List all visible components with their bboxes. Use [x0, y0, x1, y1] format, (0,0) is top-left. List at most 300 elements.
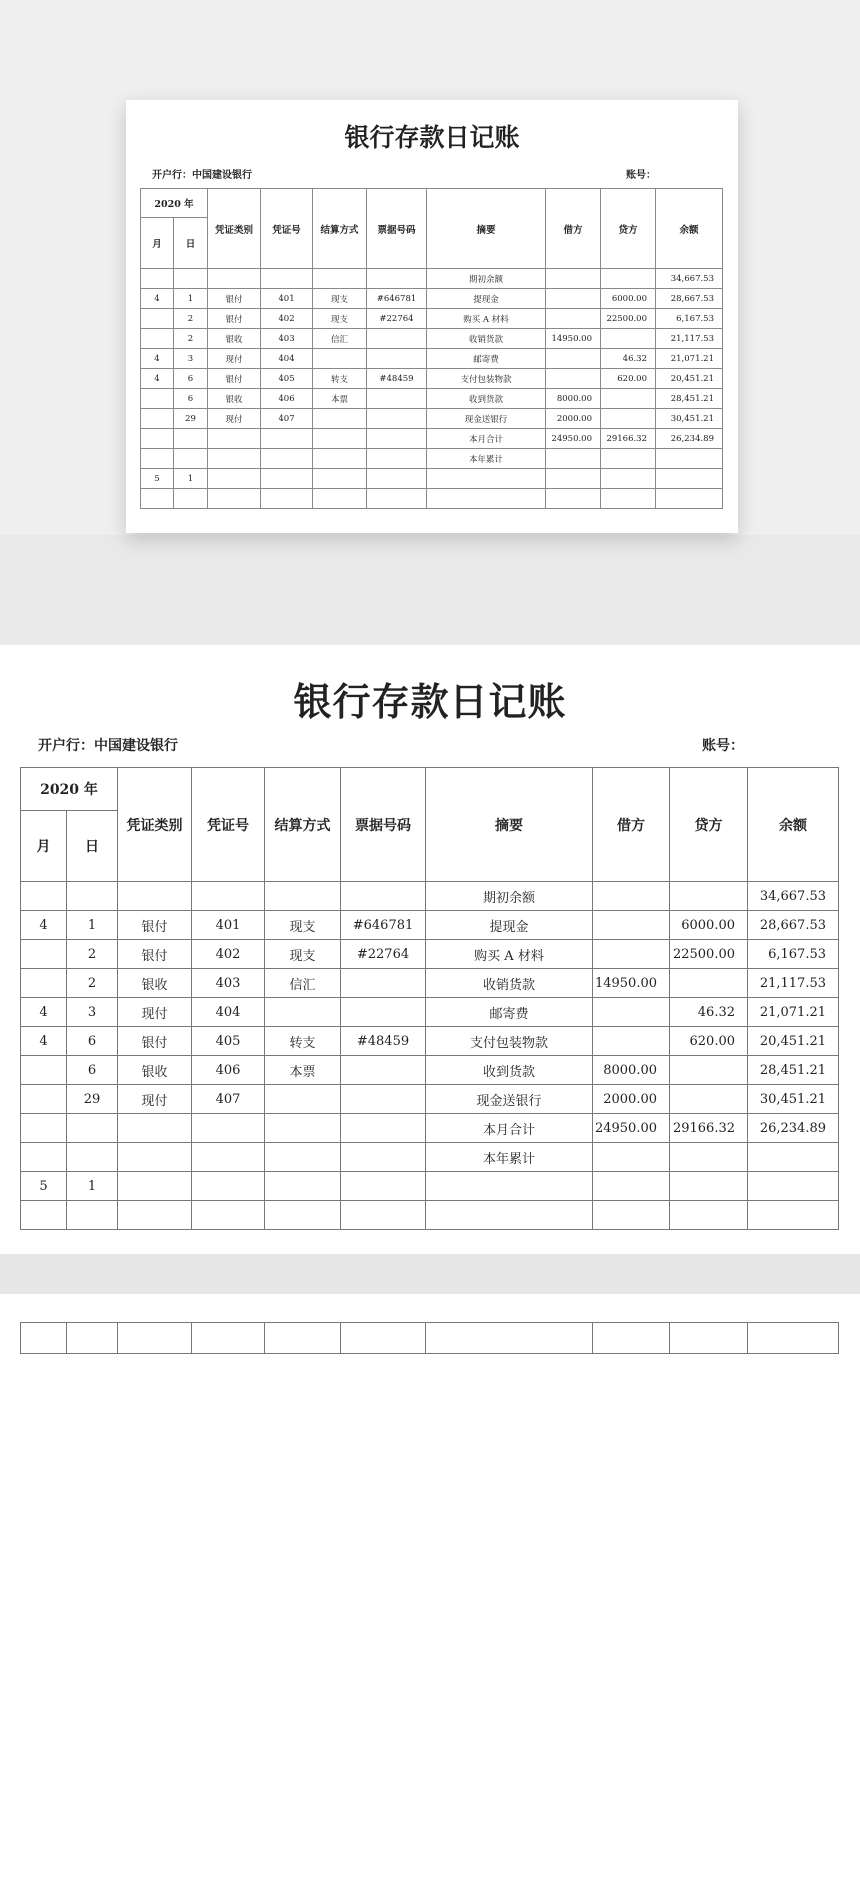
- header-settlement: 结算方式: [265, 768, 341, 882]
- credit-cell: [601, 489, 656, 509]
- voucher-no-cell: [192, 1143, 265, 1172]
- preview-sheet: [126, 100, 738, 533]
- day-cell: 1: [174, 469, 208, 489]
- debit-cell: [546, 449, 601, 469]
- balance-cell: 21,071.21: [748, 998, 839, 1027]
- voucher-type-cell: 现付: [208, 409, 261, 429]
- header-day: 日: [67, 811, 118, 882]
- table-cell: [118, 1323, 192, 1354]
- table-row: [141, 409, 723, 429]
- month-cell: [21, 1114, 67, 1143]
- bill-no-cell: #22764: [367, 309, 427, 329]
- voucher-no-cell: [261, 469, 313, 489]
- balance-cell: 34,667.53: [748, 882, 839, 911]
- summary-cell: 购买 A 材料: [427, 309, 546, 329]
- month-cell: [21, 969, 67, 998]
- credit-cell: [670, 1143, 748, 1172]
- debit-cell: 14950.00: [593, 969, 670, 998]
- day-cell: 2: [174, 329, 208, 349]
- account-label: 账号：: [702, 738, 744, 754]
- month-cell: [141, 449, 174, 469]
- debit-cell: [546, 349, 601, 369]
- preview-header-debit: 借方: [546, 189, 601, 269]
- summary-cell: 邮寄费: [427, 349, 546, 369]
- preview-header-day: 日: [174, 218, 208, 269]
- day-cell: 3: [67, 998, 118, 1027]
- bill-no-cell: [341, 1056, 426, 1085]
- voucher-no-cell: [261, 449, 313, 469]
- table-cell: [748, 1323, 839, 1354]
- month-cell: 5: [21, 1172, 67, 1201]
- voucher-no-cell: 407: [261, 409, 313, 429]
- bill-no-cell: [367, 349, 427, 369]
- summary-cell: 本月合计: [427, 429, 546, 449]
- preview-background-lower: [0, 535, 860, 645]
- voucher-no-cell: 401: [261, 289, 313, 309]
- table-row: [21, 882, 839, 911]
- credit-cell: [670, 882, 748, 911]
- credit-cell: 46.32: [601, 349, 656, 369]
- credit-cell: 22500.00: [601, 309, 656, 329]
- credit-cell: 29166.32: [601, 429, 656, 449]
- balance-cell: 30,451.21: [656, 409, 723, 429]
- table-row: [21, 969, 839, 998]
- summary-cell: 购买 A 材料: [426, 940, 593, 969]
- credit-cell: 22500.00: [670, 940, 748, 969]
- table-row: [21, 1114, 839, 1143]
- table-row: [21, 1172, 839, 1201]
- voucher-type-cell: 银付: [208, 369, 261, 389]
- settlement-cell: 信汇: [265, 969, 341, 998]
- credit-cell: [601, 269, 656, 289]
- balance-cell: 28,451.21: [748, 1056, 839, 1085]
- settlement-cell: 现支: [265, 911, 341, 940]
- settlement-cell: [265, 1201, 341, 1230]
- bill-no-cell: [341, 1085, 426, 1114]
- preview-header-bill-no: 票据号码: [367, 189, 427, 269]
- balance-cell: [748, 1143, 839, 1172]
- preview-title: 银行存款日记账: [344, 123, 520, 152]
- credit-cell: 6000.00: [601, 289, 656, 309]
- table-cell: [265, 1323, 341, 1354]
- bill-no-cell: [341, 998, 426, 1027]
- month-cell: [21, 940, 67, 969]
- day-cell: 6: [174, 389, 208, 409]
- credit-cell: [601, 409, 656, 429]
- voucher-type-cell: 银付: [208, 309, 261, 329]
- voucher-no-cell: [192, 1201, 265, 1230]
- summary-cell: 邮寄费: [426, 998, 593, 1027]
- preview-header-balance: 余额: [656, 189, 723, 269]
- summary-cell: [426, 1201, 593, 1230]
- month-cell: [141, 269, 174, 289]
- voucher-no-cell: 407: [192, 1085, 265, 1114]
- day-cell: 29: [67, 1085, 118, 1114]
- summary-cell: 现金送银行: [426, 1085, 593, 1114]
- preview-account-label: 账号：: [626, 170, 656, 181]
- balance-cell: 28,667.53: [748, 911, 839, 940]
- settlement-cell: [313, 469, 367, 489]
- summary-cell: 收销货款: [426, 969, 593, 998]
- bill-no-cell: [367, 409, 427, 429]
- voucher-type-cell: [118, 1143, 192, 1172]
- header-voucher-type: 凭证类别: [118, 768, 192, 882]
- debit-cell: [593, 998, 670, 1027]
- voucher-type-cell: 银收: [118, 969, 192, 998]
- day-cell: 29: [174, 409, 208, 429]
- voucher-no-cell: 403: [261, 329, 313, 349]
- summary-cell: 收到货款: [427, 389, 546, 409]
- month-cell: [21, 1143, 67, 1172]
- voucher-type-cell: [208, 429, 261, 449]
- voucher-no-cell: 405: [192, 1027, 265, 1056]
- day-cell: 1: [67, 911, 118, 940]
- settlement-cell: [265, 1143, 341, 1172]
- month-cell: [141, 329, 174, 349]
- voucher-type-cell: 银收: [208, 389, 261, 409]
- main-document: [0, 645, 860, 1255]
- debit-cell: [593, 882, 670, 911]
- settlement-cell: [265, 1114, 341, 1143]
- bill-no-cell: #646781: [341, 911, 426, 940]
- header-voucher-no: 凭证号: [192, 768, 265, 882]
- bill-no-cell: [367, 469, 427, 489]
- month-cell: [21, 1201, 67, 1230]
- month-cell: 4: [141, 369, 174, 389]
- month-cell: [21, 1056, 67, 1085]
- debit-cell: [593, 1172, 670, 1201]
- summary-cell: 收销货款: [427, 329, 546, 349]
- month-cell: [21, 1085, 67, 1114]
- settlement-cell: [313, 409, 367, 429]
- balance-cell: [748, 1201, 839, 1230]
- header-credit: 贷方: [670, 768, 748, 882]
- voucher-type-cell: 银付: [118, 911, 192, 940]
- credit-cell: 29166.32: [670, 1114, 748, 1143]
- bill-no-cell: #22764: [341, 940, 426, 969]
- settlement-cell: 本票: [313, 389, 367, 409]
- voucher-no-cell: 406: [192, 1056, 265, 1085]
- balance-cell: [656, 489, 723, 509]
- table-row: [141, 369, 723, 389]
- day-cell: [174, 489, 208, 509]
- table-row: [21, 1143, 839, 1172]
- debit-cell: 8000.00: [546, 389, 601, 409]
- debit-cell: [546, 309, 601, 329]
- ledger-table: [20, 767, 839, 1230]
- voucher-no-cell: [261, 489, 313, 509]
- preview-table-body: [141, 269, 723, 509]
- day-cell: [174, 269, 208, 289]
- balance-cell: 20,451.21: [748, 1027, 839, 1056]
- continuation-table: [20, 1322, 839, 1354]
- bill-no-cell: #646781: [367, 289, 427, 309]
- voucher-type-cell: 银收: [208, 329, 261, 349]
- month-cell: [141, 429, 174, 449]
- settlement-cell: 转支: [313, 369, 367, 389]
- balance-cell: 21,071.21: [656, 349, 723, 369]
- voucher-no-cell: [192, 1114, 265, 1143]
- balance-cell: 30,451.21: [748, 1085, 839, 1114]
- voucher-no-cell: [192, 1172, 265, 1201]
- preview-header-voucher-type: 凭证类别: [208, 189, 261, 269]
- month-cell: 4: [21, 1027, 67, 1056]
- debit-cell: [593, 1143, 670, 1172]
- table-row: [141, 449, 723, 469]
- voucher-no-cell: 404: [192, 998, 265, 1027]
- month-cell: 4: [141, 289, 174, 309]
- month-cell: [141, 389, 174, 409]
- table-row: [21, 1056, 839, 1085]
- voucher-no-cell: 404: [261, 349, 313, 369]
- credit-cell: 620.00: [601, 369, 656, 389]
- voucher-type-cell: [118, 882, 192, 911]
- voucher-type-cell: 银收: [118, 1056, 192, 1085]
- header-year: 2020 年: [21, 768, 118, 811]
- ledger-table-body: [21, 882, 839, 1230]
- bill-no-cell: [367, 489, 427, 509]
- table-cell: [670, 1323, 748, 1354]
- table-cell: [192, 1323, 265, 1354]
- summary-cell: [427, 489, 546, 509]
- header-balance: 余额: [748, 768, 839, 882]
- day-cell: 2: [174, 309, 208, 329]
- debit-cell: 2000.00: [546, 409, 601, 429]
- bill-no-cell: [367, 269, 427, 289]
- settlement-cell: [265, 882, 341, 911]
- voucher-type-cell: [208, 469, 261, 489]
- settlement-cell: [313, 449, 367, 469]
- voucher-type-cell: [118, 1201, 192, 1230]
- credit-cell: [670, 1056, 748, 1085]
- day-cell: [67, 1143, 118, 1172]
- table-cell: [593, 1323, 670, 1354]
- settlement-cell: 现支: [265, 940, 341, 969]
- settlement-cell: [313, 489, 367, 509]
- voucher-type-cell: [118, 1172, 192, 1201]
- bill-no-cell: #48459: [341, 1027, 426, 1056]
- settlement-cell: [265, 1085, 341, 1114]
- day-cell: 6: [174, 369, 208, 389]
- table-row: [141, 489, 723, 509]
- summary-cell: 本年累计: [427, 449, 546, 469]
- settlement-cell: [313, 349, 367, 369]
- voucher-no-cell: 402: [192, 940, 265, 969]
- debit-cell: [593, 1201, 670, 1230]
- debit-cell: [546, 369, 601, 389]
- month-cell: [141, 409, 174, 429]
- credit-cell: 620.00: [670, 1027, 748, 1056]
- table-row: [21, 1201, 839, 1230]
- bill-no-cell: [367, 389, 427, 409]
- balance-cell: 21,117.53: [748, 969, 839, 998]
- month-cell: [141, 489, 174, 509]
- preview-header-year: 2020 年: [141, 189, 208, 218]
- bill-no-cell: #48459: [367, 369, 427, 389]
- preview-header-month: 月: [141, 218, 174, 269]
- voucher-no-cell: 406: [261, 389, 313, 409]
- summary-cell: 期初余额: [426, 882, 593, 911]
- continuation-row: [21, 1323, 839, 1354]
- debit-cell: [593, 911, 670, 940]
- day-cell: [67, 1201, 118, 1230]
- credit-cell: 46.32: [670, 998, 748, 1027]
- summary-cell: 提现金: [427, 289, 546, 309]
- voucher-type-cell: [118, 1114, 192, 1143]
- table-row: [21, 1085, 839, 1114]
- voucher-no-cell: 401: [192, 911, 265, 940]
- table-row: [141, 309, 723, 329]
- table-cell: [341, 1323, 426, 1354]
- balance-cell: 34,667.53: [656, 269, 723, 289]
- bill-no-cell: [341, 1114, 426, 1143]
- balance-cell: 6,167.53: [748, 940, 839, 969]
- bill-no-cell: [341, 1143, 426, 1172]
- debit-cell: 2000.00: [593, 1085, 670, 1114]
- summary-cell: [427, 469, 546, 489]
- summary-cell: 本年累计: [426, 1143, 593, 1172]
- bill-no-cell: [367, 429, 427, 449]
- header-summary: 摘要: [426, 768, 593, 882]
- balance-cell: [748, 1172, 839, 1201]
- header-bill-no: 票据号码: [341, 768, 426, 882]
- balance-cell: 28,451.21: [656, 389, 723, 409]
- summary-cell: 提现金: [426, 911, 593, 940]
- balance-cell: 6,167.53: [656, 309, 723, 329]
- day-cell: 1: [174, 289, 208, 309]
- month-cell: 5: [141, 469, 174, 489]
- day-cell: 2: [67, 969, 118, 998]
- credit-cell: [601, 469, 656, 489]
- debit-cell: [546, 489, 601, 509]
- voucher-type-cell: 现付: [118, 1085, 192, 1114]
- page-title: 银行存款日记账: [293, 679, 567, 724]
- preview-header-summary: 摘要: [427, 189, 546, 269]
- day-cell: 1: [67, 1172, 118, 1201]
- bill-no-cell: [367, 449, 427, 469]
- table-row: [21, 911, 839, 940]
- debit-cell: 24950.00: [546, 429, 601, 449]
- debit-cell: [593, 1027, 670, 1056]
- table-row: [141, 389, 723, 409]
- credit-cell: [601, 329, 656, 349]
- bill-no-cell: [341, 1201, 426, 1230]
- summary-cell: 期初余额: [427, 269, 546, 289]
- table-row: [141, 289, 723, 309]
- day-cell: [174, 429, 208, 449]
- bank-label: 开户行：中国建设银行: [38, 738, 178, 754]
- voucher-no-cell: 405: [261, 369, 313, 389]
- debit-cell: [546, 269, 601, 289]
- credit-cell: [601, 449, 656, 469]
- voucher-type-cell: [208, 449, 261, 469]
- month-cell: [21, 882, 67, 911]
- debit-cell: 8000.00: [593, 1056, 670, 1085]
- voucher-no-cell: [261, 269, 313, 289]
- section-divider: [0, 1254, 860, 1294]
- day-cell: [174, 449, 208, 469]
- voucher-type-cell: [208, 269, 261, 289]
- preview-background: [0, 0, 860, 535]
- preview-header-credit: 贷方: [601, 189, 656, 269]
- header-month: 月: [21, 811, 67, 882]
- settlement-cell: 信汇: [313, 329, 367, 349]
- debit-cell: [593, 940, 670, 969]
- voucher-no-cell: [192, 882, 265, 911]
- header-debit: 借方: [593, 768, 670, 882]
- credit-cell: 6000.00: [670, 911, 748, 940]
- credit-cell: [670, 1201, 748, 1230]
- settlement-cell: [313, 429, 367, 449]
- voucher-no-cell: [261, 429, 313, 449]
- settlement-cell: [313, 269, 367, 289]
- bill-no-cell: [341, 882, 426, 911]
- balance-cell: 26,234.89: [748, 1114, 839, 1143]
- table-row: [21, 940, 839, 969]
- preview-bank-label: 开户行：中国建设银行: [152, 170, 252, 181]
- voucher-type-cell: 现付: [208, 349, 261, 369]
- month-cell: [141, 309, 174, 329]
- credit-cell: [601, 389, 656, 409]
- summary-cell: 收到货款: [426, 1056, 593, 1085]
- settlement-cell: 本票: [265, 1056, 341, 1085]
- debit-cell: 14950.00: [546, 329, 601, 349]
- voucher-type-cell: 银付: [208, 289, 261, 309]
- table-row: [21, 1027, 839, 1056]
- bill-no-cell: [341, 969, 426, 998]
- day-cell: 2: [67, 940, 118, 969]
- summary-cell: 现金送银行: [427, 409, 546, 429]
- preview-header-settlement: 结算方式: [313, 189, 367, 269]
- bill-no-cell: [367, 329, 427, 349]
- day-cell: [67, 882, 118, 911]
- balance-cell: 21,117.53: [656, 329, 723, 349]
- month-cell: 4: [21, 911, 67, 940]
- table-row: [141, 429, 723, 449]
- settlement-cell: 现支: [313, 289, 367, 309]
- table-row: [141, 329, 723, 349]
- summary-cell: 支付包装物款: [426, 1027, 593, 1056]
- voucher-type-cell: [208, 489, 261, 509]
- credit-cell: [670, 1085, 748, 1114]
- voucher-no-cell: 402: [261, 309, 313, 329]
- summary-cell: [426, 1172, 593, 1201]
- balance-cell: [656, 449, 723, 469]
- voucher-type-cell: 银付: [118, 940, 192, 969]
- voucher-no-cell: 403: [192, 969, 265, 998]
- credit-cell: [670, 969, 748, 998]
- balance-cell: 20,451.21: [656, 369, 723, 389]
- table-row: [141, 469, 723, 489]
- preview-ledger-table: [140, 188, 723, 509]
- preview-header-voucher-no: 凭证号: [261, 189, 313, 269]
- day-cell: 6: [67, 1027, 118, 1056]
- settlement-cell: [265, 998, 341, 1027]
- table-cell: [426, 1323, 593, 1354]
- bill-no-cell: [341, 1172, 426, 1201]
- debit-cell: [546, 469, 601, 489]
- voucher-type-cell: 现付: [118, 998, 192, 1027]
- table-row: [141, 349, 723, 369]
- balance-cell: 28,667.53: [656, 289, 723, 309]
- credit-cell: [670, 1172, 748, 1201]
- day-cell: 3: [174, 349, 208, 369]
- month-cell: 4: [21, 998, 67, 1027]
- table-cell: [21, 1323, 67, 1354]
- day-cell: 6: [67, 1056, 118, 1085]
- balance-cell: [656, 469, 723, 489]
- debit-cell: [546, 289, 601, 309]
